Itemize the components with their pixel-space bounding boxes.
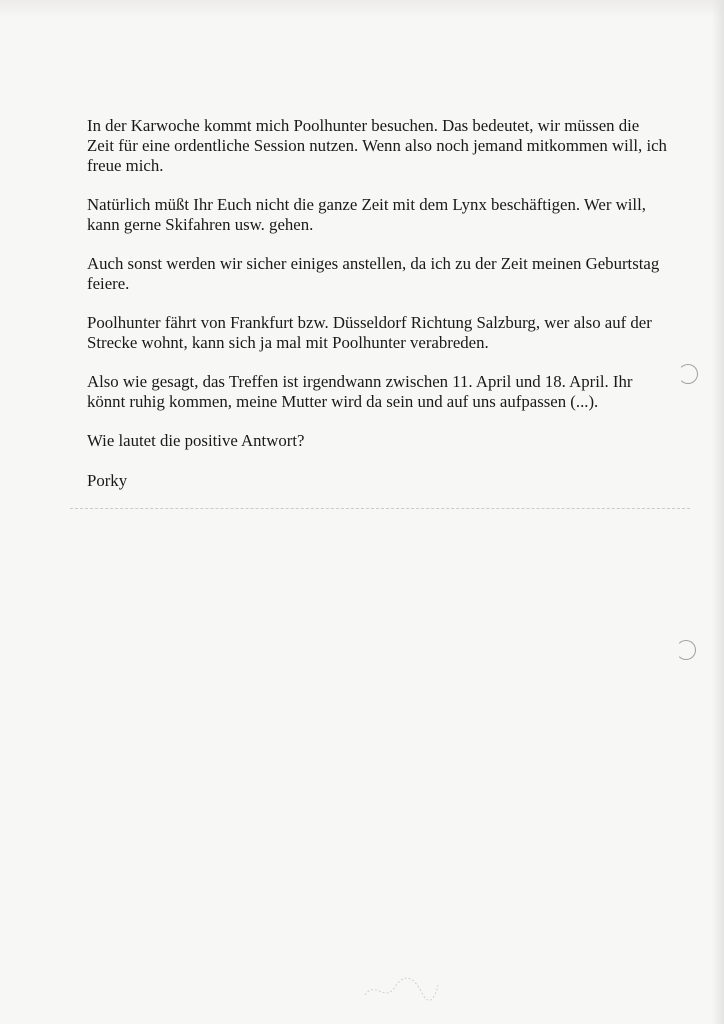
letter-body [87,116,667,510]
paragraph-2: Natürlich müßt Ihr Euch nicht die ganze Zeit mit dem Lynx beschäftigen. Wer will, kann gerne Skifahren usw. gehen. [87,194,646,234]
punch-hole-icon [678,364,698,384]
scan-edge-top [0,0,724,18]
signature: Porky [87,470,128,490]
paragraph-1: In der Karwoche kommt mich Poolhunter besuchen. Das bedeutet, wir müssen die Zeit für eine ordentliche Session nutzen. Wenn also noch jemand mitkommen will, ich freue mich. [87,116,667,175]
scan-smudge-icon [360,975,440,1005]
paragraph-4: Poolhunter fährt von Frankfurt bzw. Düsseldorf Richtung Salzburg, wer also auf der Strecke wohnt, kann sich ja mal mit Poolhunter verabreden. [87,313,652,352]
paragraph-6: Wie lautet die positive Antwort? [87,431,305,451]
scan-edge-right [712,0,724,1024]
paragraph-5: Also wie gesagt, das Treffen ist irgendwann zwischen 11. April und 18. April. Ihr könnt ruhig kommen, meine Mutter wird da sein und auf uns aufpassen (...). [87,372,633,411]
punch-hole-icon [676,640,696,660]
paragraph-3: Auch sonst werden wir sicher einiges anstellen, da ich zu der Zeit meinen Geburtstag feiere. [87,253,660,293]
